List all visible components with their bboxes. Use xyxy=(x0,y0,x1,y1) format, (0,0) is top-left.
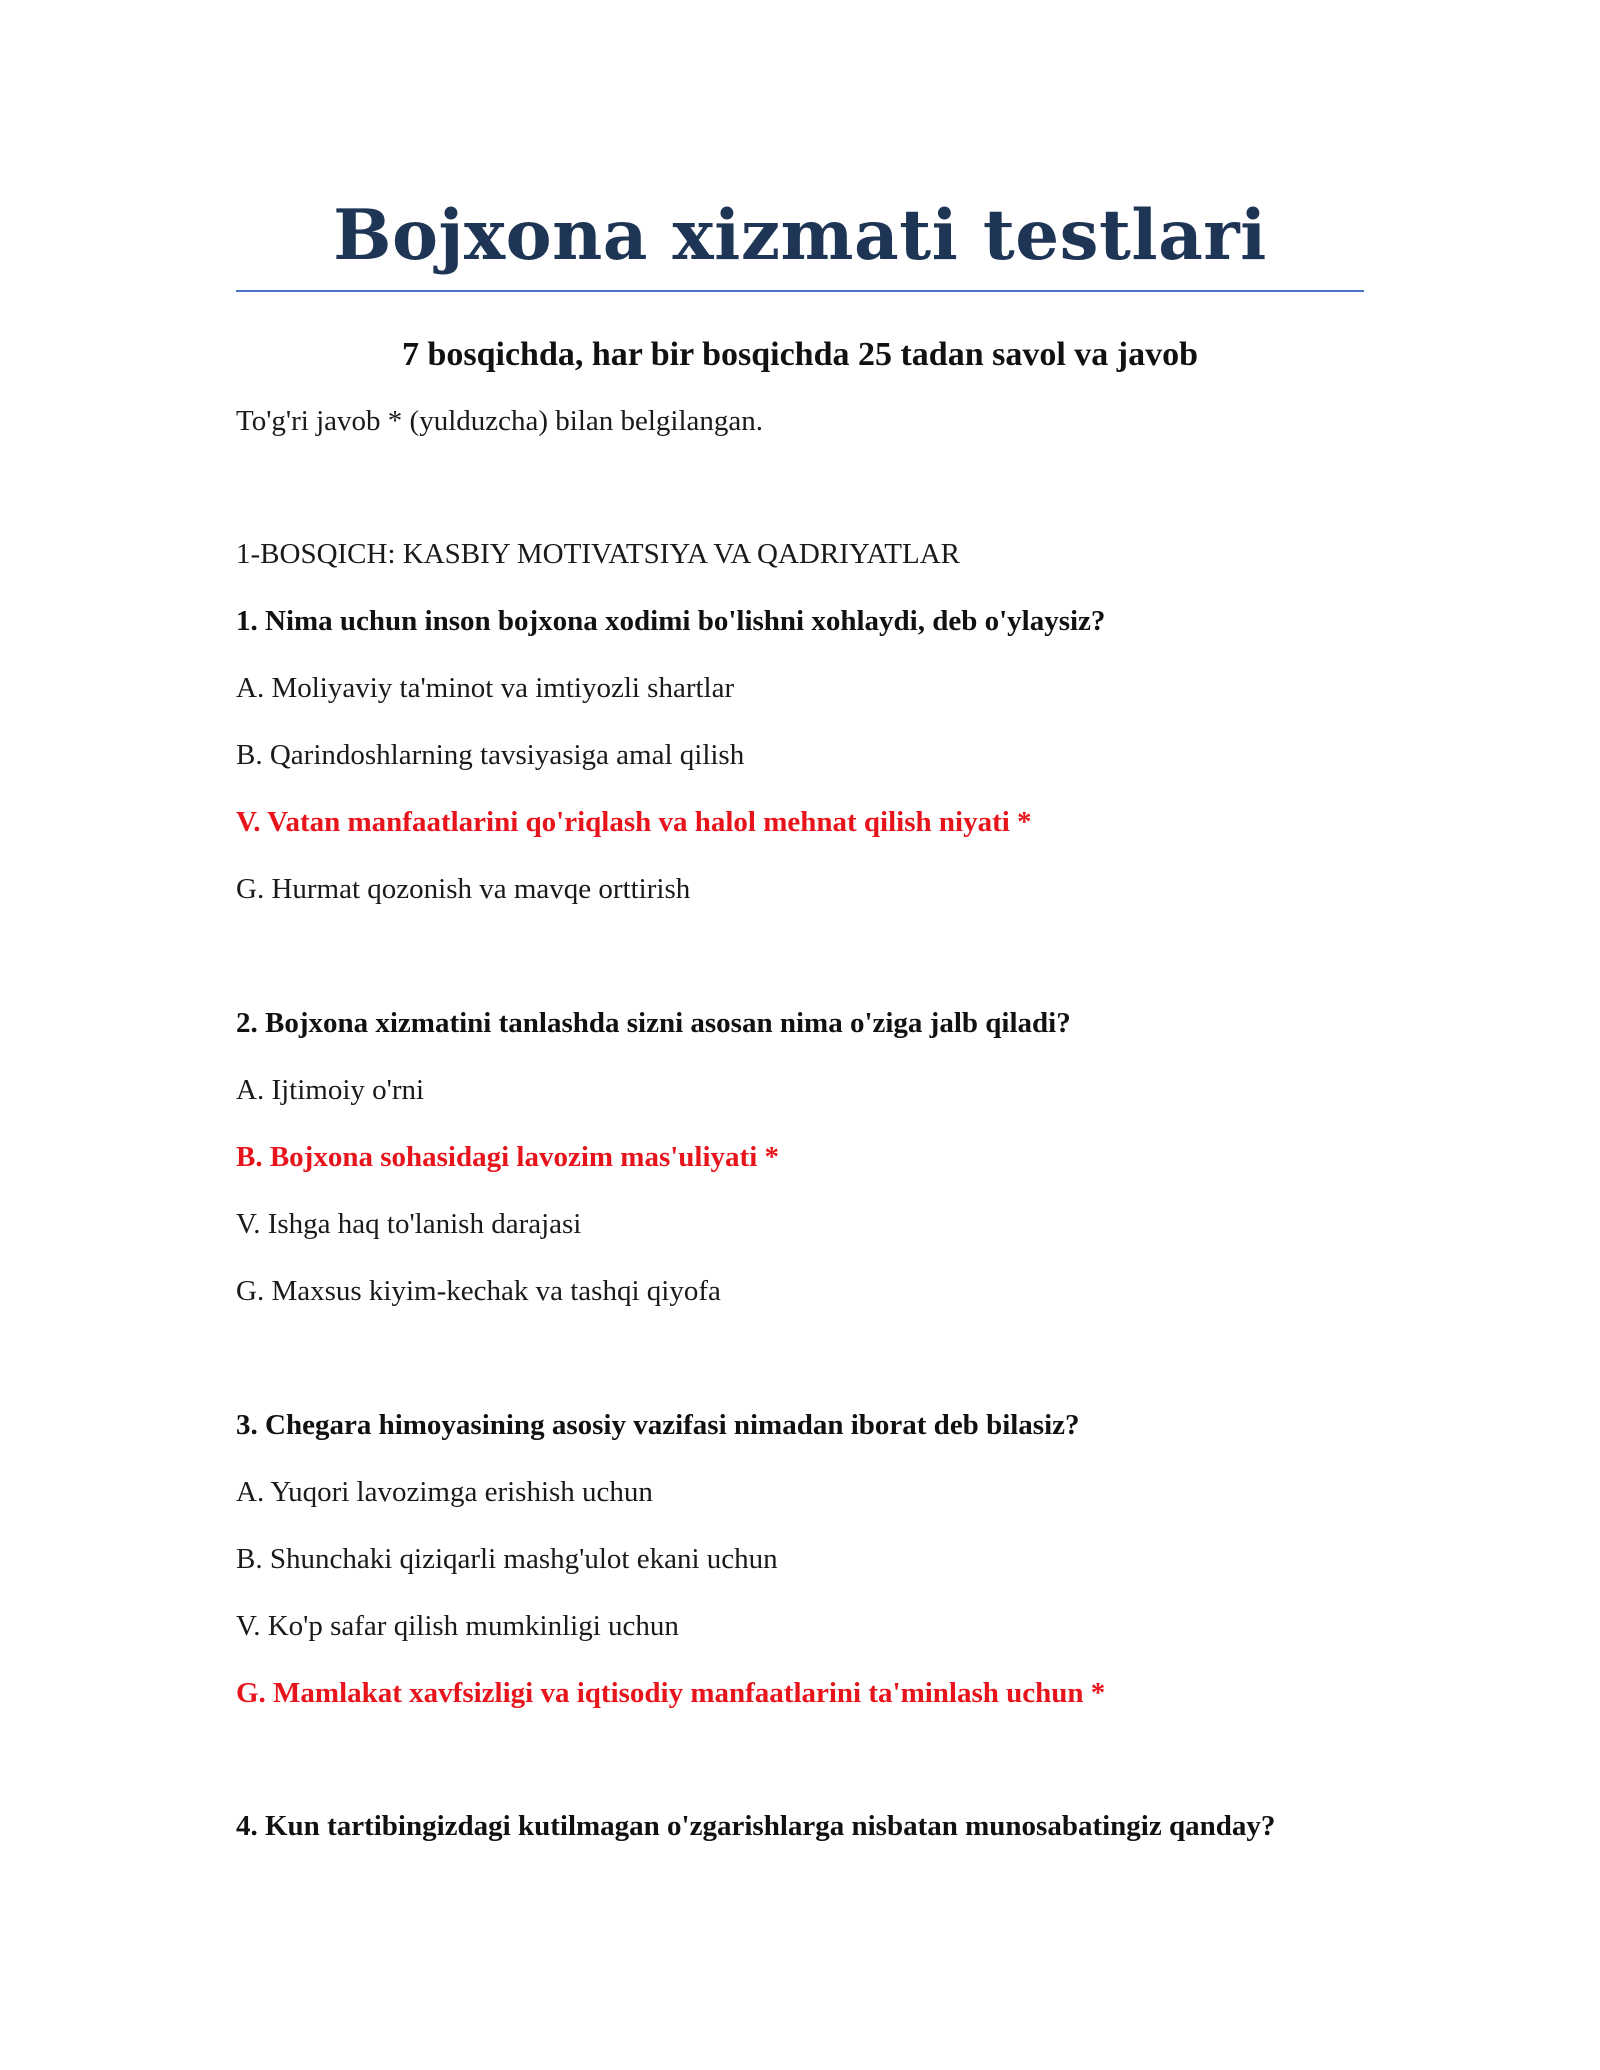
question-1-option-a: A. Moliyaviy ta'minot va imtiyozli shartlar xyxy=(236,672,735,704)
section-heading: 1-BOSQICH: KASBIY MOTIVATSIYA VA QADRIYATLAR xyxy=(236,538,961,570)
page-title: Bojxona xizmati testlari xyxy=(333,195,1267,276)
question-2-option-g: G. Maxsus kiyim-kechak va tashqi qiyofa xyxy=(236,1275,721,1307)
question-3-option-b: B. Shunchaki qiziqarli mashg'ulot ekani uchun xyxy=(236,1543,778,1575)
question-2: 2. Bojxona xizmatini tanlashda sizni asosan nima o'ziga jalb qiladi? xyxy=(236,1007,1071,1039)
question-3-option-g-correct: G. Mamlakat xavfsizligi va iqtisodiy manfaatlarini ta'minlash uchun * xyxy=(236,1677,1106,1709)
question-3: 3. Chegara himoyasining asosiy vazifasi nimadan iborat deb bilasiz? xyxy=(236,1409,1080,1441)
question-1-option-v-correct: V. Vatan manfaatlarini qo'riqlash va halol mehnat qilish niyati * xyxy=(236,806,1032,838)
title-underline xyxy=(236,290,1364,292)
question-2-option-v: V. Ishga haq to'lanish darajasi xyxy=(236,1208,582,1240)
question-1-option-b: B. Qarindoshlarning tavsiyasiga amal qilish xyxy=(236,739,745,771)
question-3-option-v: V. Ko'p safar qilish mumkinligi uchun xyxy=(236,1610,679,1642)
question-1-option-g: G. Hurmat qozonish va mavqe orttirish xyxy=(236,873,691,905)
answer-key-note: To'g'ri javob * (yulduzcha) bilan belgilangan. xyxy=(236,405,764,437)
question-1: 1. Nima uchun inson bojxona xodimi bo'lishni xohlaydi, deb o'ylaysiz? xyxy=(236,605,1106,637)
question-2-option-b-correct: B. Bojxona sohasidagi lavozim mas'uliyati * xyxy=(236,1141,780,1173)
question-2-option-a: A. Ijtimoiy o'rni xyxy=(236,1074,425,1106)
question-3-option-a: A. Yuqori lavozimga erishish uchun xyxy=(236,1476,653,1508)
page-subtitle: 7 bosqichda, har bir bosqichda 25 tadan savol va javob xyxy=(401,336,1199,373)
question-4: 4. Kun tartibingizdagi kutilmagan o'zgarishlarga nisbatan munosabatingiz qanday? xyxy=(236,1810,1276,1842)
